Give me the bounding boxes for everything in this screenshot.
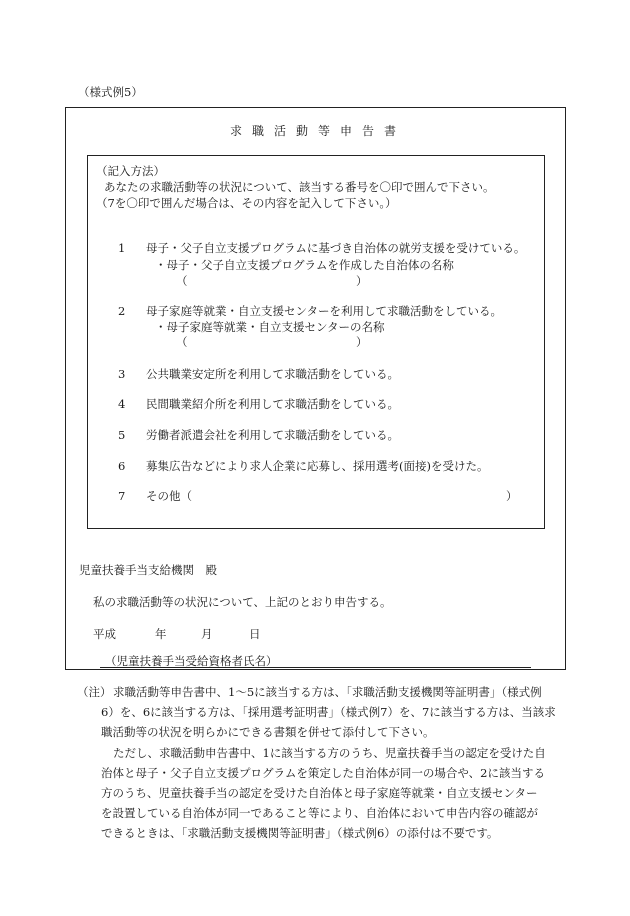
signature-label: （児童扶養手当受給資格者氏名）	[105, 654, 278, 668]
item-number: 6	[118, 459, 126, 473]
item-number: 4	[118, 397, 126, 411]
item-4[interactable]	[118, 396, 399, 412]
item-text: 公共職業安定所を利用して求職活動をしている。	[146, 367, 399, 381]
item-3[interactable]	[118, 366, 399, 382]
item-number: 1	[118, 241, 126, 255]
form-label: （様式例5）	[78, 85, 143, 99]
item-number: 3	[118, 367, 126, 381]
addressee: 児童扶養手当支給機関 殿	[79, 563, 217, 577]
item-number: 2	[118, 304, 126, 318]
notes-p1-line1: 求職活動等申告書中、1〜5に該当する方は、「求職活動支援機関等証明書」（様式例	[113, 685, 542, 699]
item-text: その他（	[146, 489, 192, 503]
instructions-line2: （7を〇印で囲んだ場合は、その内容を記入して下さい。）	[96, 196, 397, 210]
notes-label: （注）	[77, 685, 112, 699]
item-2-paren-open: （	[176, 335, 188, 349]
item-text: 母子・父子自立支援プログラムに基づき自治体の就労支援を受けている。	[146, 241, 526, 255]
item-1-paren-open: （	[176, 274, 188, 288]
date-era: 平成	[93, 627, 116, 641]
date-year-field[interactable]: 年	[155, 627, 167, 641]
notes-p2-line5: できるときは、「求職活動支援機関等証明書」（様式例6）の添付は不要です。	[101, 826, 499, 840]
item-2-paren-close: ）	[356, 335, 368, 349]
item-7-paren-close: ）	[506, 489, 518, 503]
item-text: 民間職業紹介所を利用して求職活動をしている。	[146, 397, 399, 411]
date-month-field[interactable]: 月	[201, 627, 213, 641]
instructions-line1: あなたの求職活動等の状況について、該当する番号を〇印で囲んで下さい。	[104, 180, 495, 194]
declaration: 私の求職活動等の状況について、上記のとおり申告する。	[93, 595, 392, 609]
item-2[interactable]	[118, 303, 502, 319]
notes-p2-line2: 治体と母子・父子自立支援プログラムを策定した自治体が同一の場合や、2に該当する	[101, 766, 545, 780]
page-title: 求職活動等申告書	[230, 124, 407, 138]
notes-p2-line1: ただし、求職活動申告書中、1に該当する方のうち、児童扶養手当の認定を受けた自	[113, 746, 546, 760]
notes-p1-line3: 職活動等の状況を明らかにできる書類を併せて添付して下さい。	[101, 725, 435, 739]
instructions-heading: （記入方法）	[96, 164, 165, 178]
item-6[interactable]	[118, 458, 488, 474]
item-text: 労働者派遣会社を利用して求職活動をしている。	[146, 428, 399, 442]
notes-p2-line3: 方のうち、児童扶養手当の認定を受けた自治体と母子家庭等就業・自立支援センター	[101, 786, 538, 800]
item-number: 5	[118, 428, 126, 442]
notes-p2-line4: を設置している自治体が同一であること等により、自治体において申告内容の確認が	[101, 806, 538, 820]
date-day-field[interactable]: 日	[249, 627, 261, 641]
signature-line[interactable]	[100, 667, 531, 668]
item-2-sub: ・母子家庭等就業・自立支援センターの名称	[155, 320, 385, 334]
item-7[interactable]	[118, 488, 192, 504]
item-1[interactable]	[118, 240, 525, 256]
item-5[interactable]	[118, 427, 399, 443]
item-text: 母子家庭等就業・自立支援センターを利用して求職活動をしている。	[146, 304, 503, 318]
item-number: 7	[118, 489, 126, 503]
item-1-sub: ・母子・父子自立支援プログラムを作成した自治体の名称	[155, 258, 454, 272]
item-1-paren-close: ）	[356, 274, 368, 288]
notes-p1-line2: 6）を、6に該当する方は、「採用選考証明書」（様式例7）を、7に該当する方は、当該求	[101, 705, 556, 719]
item-text: 募集広告などにより求人企業に応募し、採用選考(面接)を受けた。	[146, 459, 489, 473]
